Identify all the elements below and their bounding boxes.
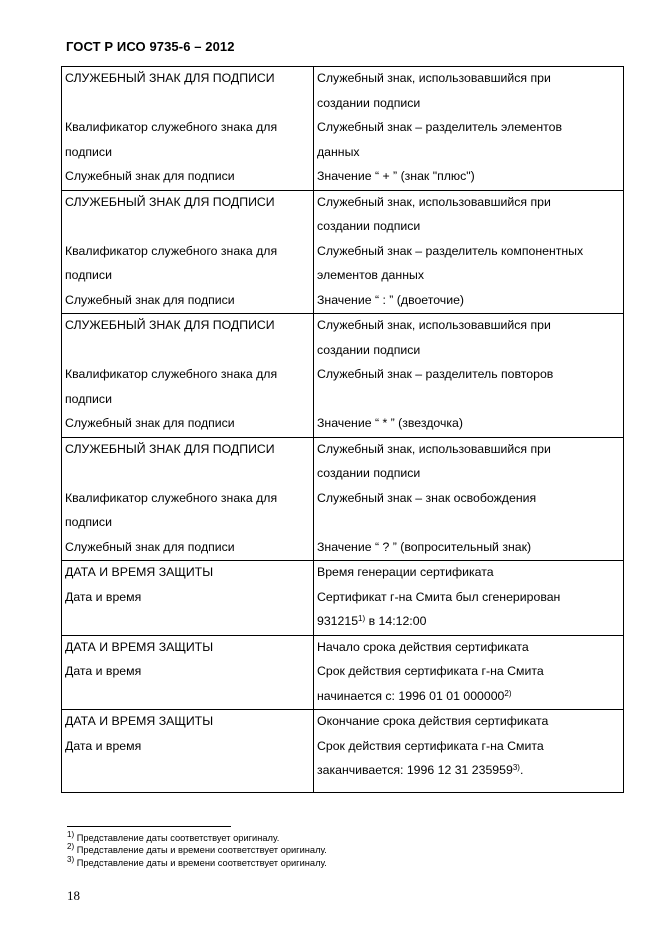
table-cell: Служебный знак для подписи bbox=[62, 536, 314, 561]
table-cell: Служебный знак, использовавшийся при bbox=[314, 190, 624, 215]
table-cell: СЛУЖЕБНЫЙ ЗНАК ДЛЯ ПОДПИСИ bbox=[62, 437, 314, 462]
document-header: ГОСТ Р ИСО 9735-6 – 2012 bbox=[66, 39, 235, 54]
table-cell bbox=[314, 511, 624, 536]
footnote-mark: 3) bbox=[67, 854, 75, 864]
table-row bbox=[62, 141, 624, 166]
table-row bbox=[62, 561, 624, 586]
table-cell: Значение “ : ” (двоеточие) bbox=[314, 289, 624, 314]
table-cell bbox=[62, 215, 314, 240]
table-bottom-padding bbox=[62, 784, 624, 793]
cell-text: заканчивается: 1996 12 31 235959 bbox=[317, 763, 513, 777]
table-cell: Квалификатор служебного знака для bbox=[62, 116, 314, 141]
cell-text: в 14:12:00 bbox=[365, 614, 427, 628]
table-cell: Служебный знак – разделитель компонентных bbox=[314, 240, 624, 265]
table-cell: Дата и время bbox=[62, 735, 314, 760]
table-cell bbox=[314, 685, 624, 710]
table-row bbox=[62, 735, 624, 760]
table-cell: Срок действия сертификата г-на Смита bbox=[314, 735, 624, 760]
table-cell: СЛУЖЕБНЫЙ ЗНАК ДЛЯ ПОДПИСИ bbox=[62, 190, 314, 215]
table-cell: Квалификатор служебного знака для bbox=[62, 240, 314, 265]
footnote-text: Представление даты и времени соответствует оригиналу. bbox=[74, 857, 327, 868]
table-cell bbox=[62, 92, 314, 117]
table-row bbox=[62, 240, 624, 265]
table-cell: ДАТА И ВРЕМЯ ЗАЩИТЫ bbox=[62, 561, 314, 586]
table-row bbox=[62, 536, 624, 561]
table-cell: Дата и время bbox=[62, 586, 314, 611]
footnote-reference: 2) bbox=[504, 688, 512, 698]
footnote-reference: 3) bbox=[512, 763, 520, 772]
table-cell: Служебный знак – разделитель элементов bbox=[314, 116, 624, 141]
table-row bbox=[62, 685, 624, 710]
footnote-text: Представление даты и времени соответствует оригиналу. bbox=[74, 845, 327, 856]
footnote bbox=[67, 844, 327, 856]
table-cell bbox=[62, 462, 314, 487]
table-row bbox=[62, 511, 624, 536]
table-cell: Окончание срока действия сертификата bbox=[314, 710, 624, 735]
cell-text: 931215 bbox=[317, 614, 359, 628]
cell-text: начинается с: 1996 01 01 000000 bbox=[317, 688, 505, 703]
table-cell: СЛУЖЕБНЫЙ ЗНАК ДЛЯ ПОДПИСИ bbox=[62, 314, 314, 339]
table-cell: Значение “ + ” (знак "плюс") bbox=[314, 165, 624, 190]
table-cell: данных bbox=[314, 141, 624, 166]
table-cell: Служебный знак для подписи bbox=[62, 412, 314, 437]
page-number: 18 bbox=[67, 888, 80, 903]
table-row bbox=[62, 339, 624, 364]
table-row bbox=[62, 314, 624, 339]
table-row bbox=[62, 165, 624, 190]
table-cell: подписи bbox=[62, 141, 314, 166]
table-cell: Сертификат г-на Смита был сгенерирован bbox=[314, 586, 624, 611]
table-cell: Служебный знак, использовавшийся при bbox=[314, 314, 624, 339]
table-cell: Служебный знак – разделитель повторов bbox=[314, 363, 624, 388]
table-cell: создании подписи bbox=[314, 339, 624, 364]
table-cell: Служебный знак, использовавшийся при bbox=[314, 67, 624, 92]
table-cell: Квалификатор служебного знака для bbox=[62, 487, 314, 512]
table-row bbox=[62, 67, 624, 92]
table-cell bbox=[62, 339, 314, 364]
table-cell: Дата и время bbox=[62, 660, 314, 685]
footnote-mark: 2) bbox=[67, 842, 75, 852]
table-cell bbox=[62, 685, 314, 710]
table-row bbox=[62, 759, 624, 784]
table-cell: Начало срока действия сертификата bbox=[314, 635, 624, 660]
footnote bbox=[67, 854, 327, 869]
footnote bbox=[67, 832, 327, 844]
table-row bbox=[62, 215, 624, 240]
table-cell bbox=[314, 610, 624, 635]
signature-definitions-table bbox=[61, 66, 624, 793]
table-row bbox=[62, 635, 624, 660]
table-cell: Служебный знак – знак освобождения bbox=[314, 487, 624, 512]
table-cell bbox=[314, 759, 624, 784]
table-row bbox=[62, 116, 624, 141]
table-row bbox=[62, 363, 624, 388]
table-row bbox=[62, 412, 624, 437]
table-row bbox=[62, 487, 624, 512]
table-cell: создании подписи bbox=[314, 92, 624, 117]
table-row bbox=[62, 437, 624, 462]
footnotes bbox=[67, 832, 327, 869]
table-row bbox=[62, 264, 624, 289]
table-cell: Служебный знак для подписи bbox=[62, 289, 314, 314]
footnote-reference: 1) bbox=[358, 614, 366, 623]
table-cell: Служебный знак, использовавшийся при bbox=[314, 437, 624, 462]
table-row bbox=[62, 660, 624, 685]
table-cell bbox=[62, 610, 314, 635]
table-cell: Срок действия сертификата г-на Смита bbox=[314, 660, 624, 685]
table-cell: элементов данных bbox=[314, 264, 624, 289]
table-cell: подписи bbox=[62, 264, 314, 289]
table-row bbox=[62, 289, 624, 314]
table-cell: подписи bbox=[62, 511, 314, 536]
table-cell: Служебный знак для подписи bbox=[62, 165, 314, 190]
cell-text: . bbox=[519, 763, 524, 777]
table-row bbox=[62, 462, 624, 487]
table-cell: Значение “ * ” (звездочка) bbox=[314, 412, 624, 437]
table-cell: ДАТА И ВРЕМЯ ЗАЩИТЫ bbox=[62, 710, 314, 735]
table-cell: подписи bbox=[62, 388, 314, 413]
table-row bbox=[62, 710, 624, 735]
table-cell: Время генерации сертификата bbox=[314, 561, 624, 586]
table-cell: создании подписи bbox=[314, 462, 624, 487]
table-row bbox=[62, 388, 624, 413]
table-row bbox=[62, 190, 624, 215]
table-row bbox=[62, 92, 624, 117]
table-cell: Значение “ ? ” (вопросительный знак) bbox=[314, 536, 624, 561]
table-cell: создании подписи bbox=[314, 215, 624, 240]
footnote-separator bbox=[67, 826, 231, 827]
table-cell: ДАТА И ВРЕМЯ ЗАЩИТЫ bbox=[62, 635, 314, 660]
table-cell: Квалификатор служебного знака для bbox=[62, 363, 314, 388]
footnote-mark: 1) bbox=[67, 830, 75, 839]
table-row bbox=[62, 586, 624, 611]
footnote-text: Представление даты соответствует оригиналу. bbox=[74, 833, 280, 843]
table-cell bbox=[314, 388, 624, 413]
table-cell bbox=[62, 759, 314, 784]
table-row bbox=[62, 610, 624, 635]
table-cell: СЛУЖЕБНЫЙ ЗНАК ДЛЯ ПОДПИСИ bbox=[62, 67, 314, 92]
